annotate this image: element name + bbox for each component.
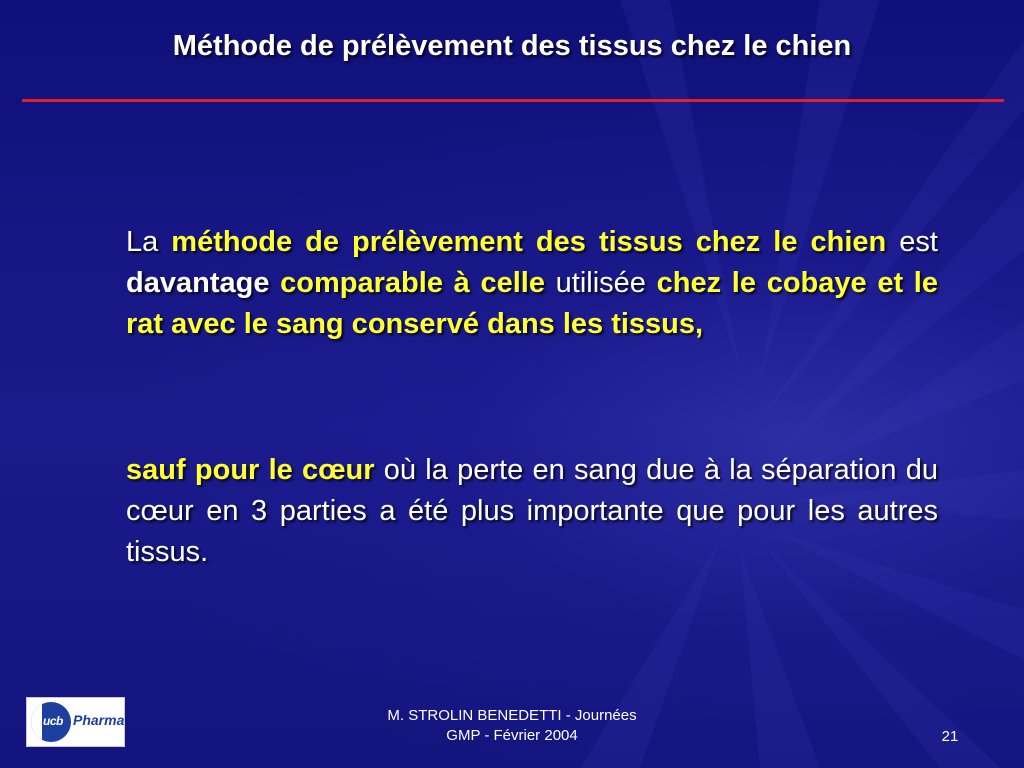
page-number: 21 xyxy=(941,728,959,745)
title-underline xyxy=(22,99,1004,102)
p1-highlight-cobaye: chez le cobaye et le rat avec le sang conservé dans les tissus xyxy=(126,267,938,340)
logo-pharma-text: Pharma xyxy=(73,712,125,728)
p1-highlight-methode: méthode de prélèvement des tissus chez le chien xyxy=(171,226,887,258)
p1-highlight-comparable: comparable à celle xyxy=(280,267,545,299)
paragraph-1 xyxy=(126,222,938,345)
p1-comma: , xyxy=(695,308,704,340)
ucb-pharma-logo xyxy=(26,697,125,747)
p1-text-utilisee: utilisée xyxy=(544,267,657,299)
p1-text-la: La xyxy=(126,226,172,258)
p2-text-rest: où la perte en sang due à la séparation du cœur en 3 parties a été plus importante que pour les autres tissus. xyxy=(126,454,938,568)
footer-line-1: M. STROLIN BENEDETTI - Journées xyxy=(387,707,637,724)
p1-bold-davantage: davantage xyxy=(126,267,270,299)
p1-text-est: est xyxy=(886,226,938,258)
logo-emblem xyxy=(31,702,71,742)
p1-space xyxy=(269,267,280,299)
p2-highlight-sauf: sauf pour le cœur xyxy=(126,454,375,486)
slide-title: Méthode de prélèvement des tissus chez le chien xyxy=(172,30,852,62)
logo-ucb-text: ucb xyxy=(43,714,63,728)
footer-author xyxy=(340,706,684,746)
paragraph-2 xyxy=(126,450,938,573)
footer-line-2: GMP - Février 2004 xyxy=(446,727,578,744)
